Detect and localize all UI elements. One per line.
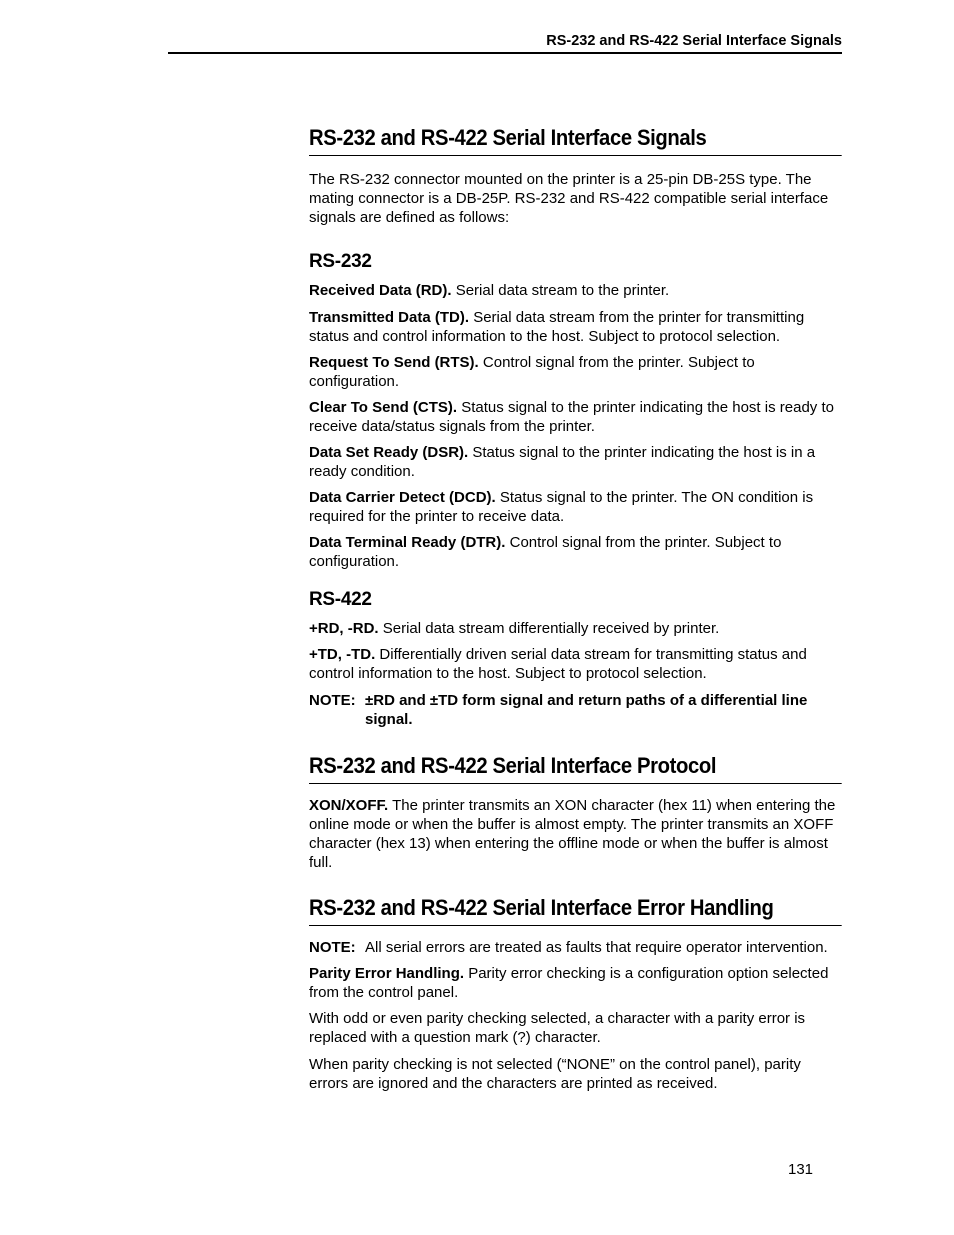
term: XON/XOFF. bbox=[309, 797, 389, 814]
note-serial-errors bbox=[309, 938, 842, 957]
term: Request To Send (RTS). bbox=[309, 354, 479, 371]
term: Transmitted Data (TD). bbox=[309, 309, 470, 326]
signal-def-rd bbox=[309, 281, 842, 300]
definition: Serial data stream to the printer. bbox=[451, 282, 670, 299]
signal-def-rd-diff bbox=[309, 619, 842, 638]
section-title-signals bbox=[309, 125, 842, 156]
section-title-errors-text: RS-232 and RS-422 Serial Interface Error Handling bbox=[309, 895, 774, 920]
section-title-signals-text: RS-232 and RS-422 Serial Interface Signals bbox=[309, 125, 707, 150]
note-label: NOTE: bbox=[309, 939, 356, 956]
signal-def-dsr bbox=[309, 443, 842, 481]
signal-def-cts bbox=[309, 398, 842, 436]
definition: Control signal from the printer. Subject to configuration. bbox=[309, 354, 755, 390]
protocol-paragraph bbox=[309, 796, 842, 872]
term: +TD, -TD. bbox=[309, 646, 376, 663]
subsection-title-rs232: RS-232 bbox=[309, 251, 372, 272]
note-text: ±RD and ±TD form signal and return paths of a differential line signal. bbox=[365, 692, 808, 728]
definition: Differentially driven serial data stream for transmitting status and control information to the host. Subject to protocol selection. bbox=[309, 646, 807, 682]
term: +RD, -RD. bbox=[309, 620, 379, 637]
parity-none-paragraph: When parity checking is not selected (“NONE” on the control panel), parity errors are ignored and the characters are printed as received. bbox=[309, 1056, 801, 1092]
signal-def-dtr bbox=[309, 533, 842, 571]
definition: Control signal from the printer. Subject to configuration. bbox=[309, 534, 782, 570]
definition: Status signal to the printer. The ON condition is required for the printer to receive data. bbox=[309, 489, 814, 525]
term: Received Data (RD). bbox=[309, 282, 452, 299]
section-title-errors bbox=[309, 895, 842, 926]
term: Data Set Ready (DSR). bbox=[309, 444, 469, 461]
definition: Serial data stream differentially received by printer. bbox=[378, 620, 720, 637]
page-number: 131 bbox=[788, 1161, 814, 1178]
term: Data Terminal Ready (DTR). bbox=[309, 534, 506, 551]
parity-paragraph bbox=[309, 964, 842, 1002]
definition: Parity error checking is a configuration option selected from the control panel. bbox=[309, 965, 829, 1001]
definition: Serial data stream from the printer for transmitting status and control information to the host. Subject to protocol selection. bbox=[309, 309, 805, 345]
subsection-title-rs422: RS-422 bbox=[309, 589, 372, 610]
signal-def-rts bbox=[309, 353, 842, 391]
signal-def-td-diff bbox=[309, 645, 842, 683]
section-title-protocol-text: RS-232 and RS-422 Serial Interface Protocol bbox=[309, 753, 717, 778]
definition: Status signal to the printer indicating the host is ready to receive data/status signals from the printer. bbox=[309, 399, 834, 435]
section-title-protocol bbox=[309, 753, 842, 784]
parity-odd-even-paragraph: With odd or even parity checking selected, a character with a parity error is replaced with a question mark (?) character. bbox=[309, 1010, 806, 1046]
definition: The printer transmits an XON character (hex 11) when entering the online mode or when the buffer is almost empty. The printer transmits an XOFF character (hex 13) when entering the offline mode or when the buffer is almost full. bbox=[309, 797, 836, 871]
definition: Status signal to the printer indicating the host is in a ready condition. bbox=[309, 444, 816, 480]
term: Parity Error Handling. bbox=[309, 965, 465, 982]
signal-def-td bbox=[309, 308, 842, 346]
running-header: RS-232 and RS-422 Serial Interface Signals bbox=[168, 33, 842, 54]
signal-def-dcd bbox=[309, 488, 842, 526]
term: Data Carrier Detect (DCD). bbox=[309, 489, 496, 506]
term: Clear To Send (CTS). bbox=[309, 399, 458, 416]
note-differential bbox=[309, 691, 842, 729]
page-body bbox=[309, 125, 842, 1093]
note-text: All serial errors are treated as faults that require operator intervention. bbox=[365, 939, 828, 956]
note-label: NOTE: bbox=[309, 692, 356, 709]
intro-paragraph: The RS-232 connector mounted on the printer is a 25-pin DB-25S type. The mating connector is a DB-25P. RS-232 and RS-422 compatible serial interface signals are defined as follows: bbox=[309, 171, 829, 226]
